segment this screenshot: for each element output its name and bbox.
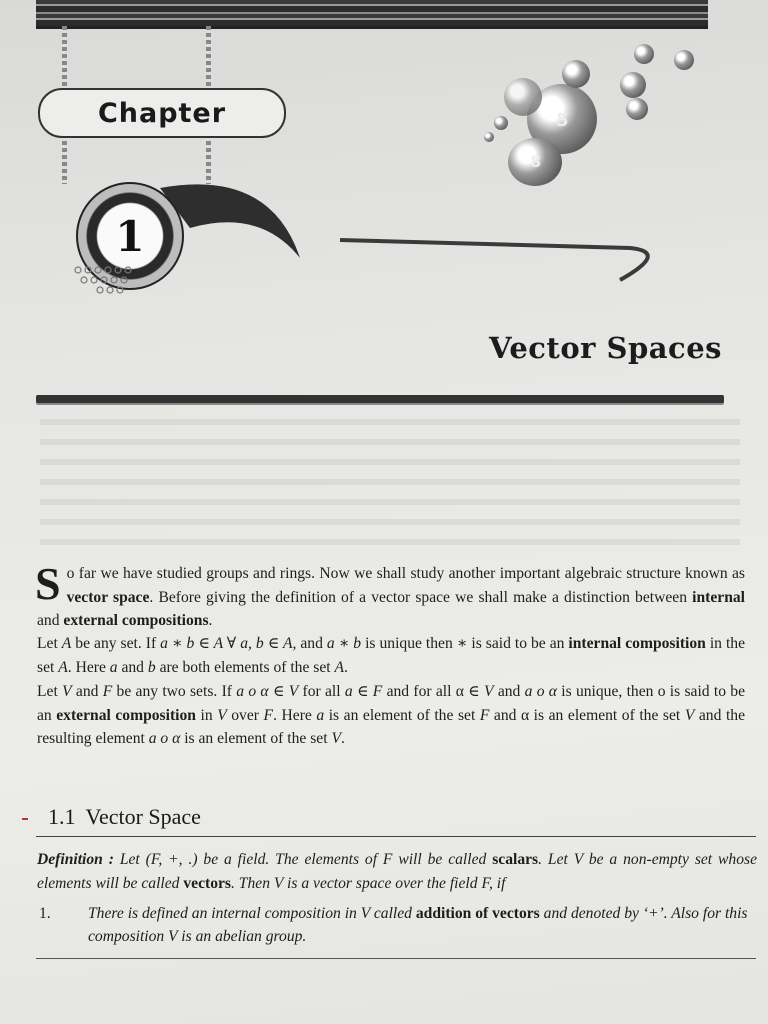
- p3-i: and for all α ∈: [382, 683, 484, 700]
- definition-block: [37, 848, 757, 896]
- section-divider: [36, 836, 756, 837]
- p1-text-e: and: [37, 612, 64, 630]
- item-body: [88, 902, 757, 948]
- p3-g: for all: [298, 683, 345, 700]
- ball-small-4: [634, 44, 654, 64]
- p3-m: is unique, then o is said to be an: [37, 683, 746, 724]
- p2-d: a ∗ b ∈ A ∀ a, b ∈ A,: [160, 635, 297, 652]
- ball-small-1: [504, 78, 542, 116]
- p1-term-internal: internal: [692, 588, 745, 606]
- header-band: [36, 0, 708, 29]
- p3-r: F: [263, 706, 274, 724]
- ball-label-8: 8: [530, 152, 542, 171]
- p3-b: V: [62, 683, 72, 700]
- paragraph-external: [37, 680, 745, 751]
- p3-j: V: [484, 683, 494, 700]
- ball-tiny-2: [484, 132, 494, 142]
- title-divider: [36, 395, 724, 403]
- p3-v: F: [479, 706, 490, 724]
- def-c: . Let V be a non-empty set whose elements will be called: [37, 851, 758, 892]
- definition-item-1: [37, 902, 757, 948]
- p2-f: a ∗ b: [326, 635, 362, 652]
- chapter-label: Chapter: [38, 88, 286, 138]
- p3-e: be any two sets. If: [112, 683, 237, 700]
- p2-a: Let: [37, 635, 62, 652]
- p3-o: in: [195, 706, 218, 724]
- p1-text-a: o far we have studied groups and rings. Now we shall study another important algebraic structure known as: [66, 565, 745, 582]
- p3-k: and: [493, 683, 525, 700]
- p2-o: are both elements of the set: [155, 658, 335, 676]
- section-title: Vector Space: [85, 804, 201, 829]
- ball-small-2: [562, 60, 590, 88]
- paragraph-intro: [35, 558, 745, 633]
- ball-small-3: [620, 72, 646, 98]
- rope-left-lower: [62, 134, 67, 184]
- bottom-divider: [36, 958, 756, 959]
- item-number: 1.: [39, 905, 51, 922]
- p1-text-c: . Before giving the definition of a vector space we shall make a distinction between: [149, 588, 693, 606]
- chapter-number: 1: [115, 211, 145, 261]
- p3-c: and: [71, 683, 103, 700]
- p3-ab: V: [331, 730, 341, 748]
- p2-q: .: [344, 658, 348, 676]
- ball-label-5: 5: [556, 110, 569, 131]
- p1-term-external: external compositions: [63, 612, 209, 630]
- p1-text-g: .: [208, 612, 213, 630]
- p3-f: a o α ∈ V: [236, 683, 299, 700]
- drop-cap: S: [35, 558, 61, 609]
- swoosh-decoration: [150, 168, 670, 288]
- p3-p: V: [217, 706, 227, 724]
- def-a: Let (F, +, .) be a field. The elements of F will be called: [113, 851, 493, 868]
- item1-term-addition: addition of vectors: [415, 905, 540, 922]
- ball-small-6: [626, 98, 648, 120]
- p2-i: in the set: [37, 635, 746, 676]
- margin-mark: [22, 818, 28, 820]
- p2-n: b: [147, 658, 156, 676]
- p2-j: A: [58, 658, 68, 676]
- p3-s: . Here: [273, 706, 317, 724]
- p3-x: V: [684, 706, 695, 724]
- rope-right: [206, 26, 211, 92]
- p3-h: a ∈ F: [344, 683, 383, 700]
- p3-d: F: [102, 683, 113, 700]
- p3-w: and α is an element of the set: [489, 706, 685, 724]
- p3-l: a o α: [524, 683, 557, 700]
- section-heading: [48, 804, 201, 830]
- p3-u: is an element of the set: [324, 706, 480, 724]
- def-term-scalars: scalars: [492, 851, 539, 868]
- dots-decoration: [70, 262, 170, 302]
- p3-ac: .: [340, 730, 345, 748]
- p3-z: a o α: [148, 730, 181, 748]
- item1-c: and denoted by ‘+’. Also for this composition V is an abelian group.: [88, 905, 748, 945]
- def-e: . Then V is a vector space over the field F, if: [231, 875, 506, 892]
- item1-a: There is defined an internal composition in V called: [88, 905, 416, 922]
- def-term-vectors: vectors: [183, 875, 231, 892]
- p2-k: . Here: [67, 658, 110, 676]
- p2-l: a: [109, 658, 118, 676]
- p2-g: is unique then ∗ is said to be an: [361, 635, 569, 652]
- p3-term-external-composition: external composition: [56, 706, 196, 724]
- p1-term-vector-space: vector space: [66, 588, 150, 606]
- p3-t: a: [316, 706, 325, 724]
- p2-b: A: [61, 635, 72, 652]
- p3-q: over: [226, 706, 264, 724]
- chapter-title: Vector Spaces: [488, 331, 722, 365]
- bleed-through: [40, 405, 740, 555]
- p2-m: and: [117, 658, 148, 676]
- p2-p: A: [334, 658, 345, 676]
- definition-label: Definition :: [37, 851, 114, 868]
- section-number: 1.1: [48, 804, 76, 829]
- ball-tiny-1: [494, 116, 508, 130]
- ball-small-5: [674, 50, 694, 70]
- p2-c: be any set. If: [71, 635, 161, 652]
- p3-aa: is an element of the set: [180, 730, 332, 748]
- p3-y: and the resulting element: [37, 706, 746, 748]
- p2-e: and: [296, 635, 327, 652]
- rope-left: [62, 26, 67, 92]
- paragraph-internal: [37, 632, 745, 679]
- p2-term-internal-composition: internal composition: [568, 635, 706, 652]
- p3-a: Let: [37, 683, 63, 700]
